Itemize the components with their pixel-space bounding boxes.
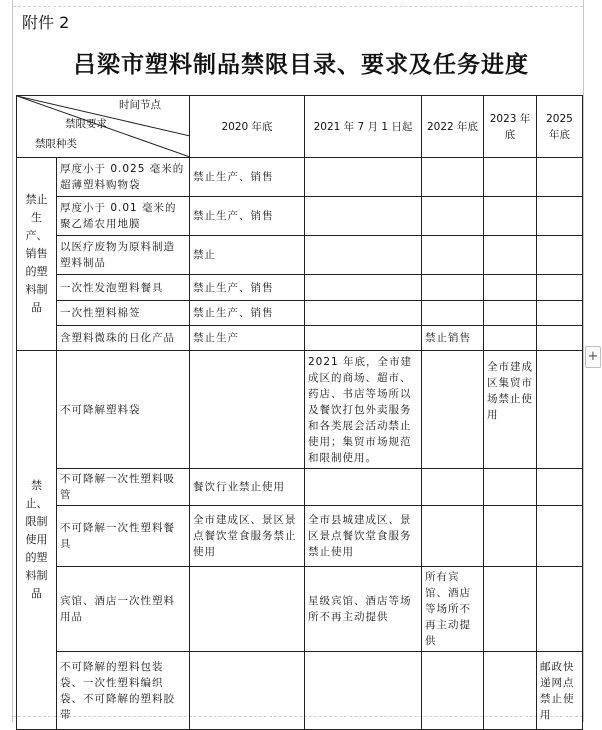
table-row <box>17 326 583 351</box>
cell-2025 <box>537 506 583 567</box>
col-header-2023: 2023 年底 <box>484 96 537 158</box>
cell-2022 <box>422 301 484 326</box>
cell-2020: 禁止生产、销售 <box>190 158 305 197</box>
item-cell: 一次性塑料棉签 <box>57 301 190 326</box>
header-row <box>17 96 583 158</box>
table-row <box>17 236 583 275</box>
diagonal-header-cell <box>17 96 190 158</box>
table-row <box>17 351 583 469</box>
table-row <box>17 506 583 567</box>
cell-2021: 2021 年底，全市建成区的商场、超市、药店、书店等场所以及餐饮打包外卖服务和各类展会活动禁止使用；集贸市场规范和限制使用。 <box>305 351 422 469</box>
item-cell: 含塑料微珠的日化产品 <box>57 326 190 351</box>
attachment-label: 附件 2 <box>22 13 70 32</box>
cell-2023 <box>484 506 537 567</box>
cell-2025 <box>537 351 583 469</box>
cell-2020 <box>190 652 305 730</box>
item-cell: 不可降解一次性塑料餐具 <box>57 506 190 567</box>
col-header-2021: 2021 年 7 月 1 日起 <box>305 96 422 158</box>
cell-2020: 餐饮行业禁止使用 <box>190 469 305 506</box>
cell-2025 <box>537 197 583 236</box>
table-row <box>17 469 583 506</box>
item-cell: 厚度小于 0.01 毫米的聚乙烯农用地膜 <box>57 197 190 236</box>
table-row <box>17 197 583 236</box>
item-cell: 厚度小于 0.025 毫米的超薄塑料购物袋 <box>57 158 190 197</box>
add-column-handle[interactable]: + <box>585 346 601 368</box>
cell-2025 <box>537 567 583 652</box>
cell-2022 <box>422 236 484 275</box>
cell-2025 <box>537 301 583 326</box>
cell-2022: 所有宾馆、酒店等场所不再主动提供 <box>422 567 484 652</box>
cell-2021 <box>305 236 422 275</box>
item-cell: 不可降解的塑料包装袋、一次性塑料编织袋、不可降解的塑料胶带 <box>57 652 190 730</box>
cell-2025 <box>537 158 583 197</box>
cell-2025 <box>537 275 583 301</box>
cell-2023 <box>484 197 537 236</box>
cell-2020: 全市建成区、景区景点餐饮堂食服务禁止使用 <box>190 506 305 567</box>
cell-2020 <box>190 351 305 469</box>
cell-2021 <box>305 158 422 197</box>
restriction-table <box>16 95 583 730</box>
diag-label-time: 时间节点 <box>119 99 161 111</box>
diag-label-kind: 禁限种类 <box>35 138 77 150</box>
cell-2022 <box>422 158 484 197</box>
item-cell: 以医疗废物为原料制造塑料制品 <box>57 236 190 275</box>
cell-2023 <box>484 236 537 275</box>
document-title: 吕梁市塑料制品禁限目录、要求及任务进度 <box>73 51 529 78</box>
item-cell: 宾馆、酒店一次性塑料用品 <box>57 567 190 652</box>
category-ban-restrict-use: 禁止、限制使用的塑料制品 <box>17 351 57 730</box>
cell-2023 <box>484 469 537 506</box>
cell-2022 <box>422 197 484 236</box>
cell-2022: 禁止销售 <box>422 326 484 351</box>
cell-2021: 全市县城建成区、景区景点餐饮堂食服务禁止使用 <box>305 506 422 567</box>
diag-label-requirement: 禁限要求 <box>65 118 107 130</box>
cell-2020: 禁止 <box>190 236 305 275</box>
cell-2020: 禁止生产、销售 <box>190 275 305 301</box>
item-cell: 不可降解一次性塑料吸管 <box>57 469 190 506</box>
cell-2023 <box>484 567 537 652</box>
item-cell: 一次性发泡塑料餐具 <box>57 275 190 301</box>
cell-2021 <box>305 326 422 351</box>
cell-2021 <box>305 469 422 506</box>
cell-2021: 星级宾馆、酒店等场所不再主动提供 <box>305 567 422 652</box>
cell-2023 <box>484 158 537 197</box>
top-margin-guide <box>13 6 583 7</box>
table-row <box>17 275 583 301</box>
cell-2022 <box>422 351 484 469</box>
cell-2025 <box>537 469 583 506</box>
cell-2020 <box>190 567 305 652</box>
cell-2022 <box>422 506 484 567</box>
table-row <box>17 301 583 326</box>
item-cell: 不可降解塑料袋 <box>57 351 190 469</box>
col-header-2020: 2020 年底 <box>190 96 305 158</box>
cell-2023 <box>484 275 537 301</box>
category-ban-production-sale: 禁止生产、销售的塑料制品 <box>17 158 57 351</box>
cell-2021 <box>305 652 422 730</box>
cell-2025 <box>537 326 583 351</box>
cell-2023 <box>484 652 537 730</box>
cell-2021 <box>305 275 422 301</box>
cell-2021 <box>305 301 422 326</box>
cell-2023 <box>484 326 537 351</box>
cell-2020: 禁止生产、销售 <box>190 301 305 326</box>
cell-2025: 邮政快递网点禁止使用 <box>537 652 583 730</box>
cell-2023: 全市建成区集贸市场禁止使用 <box>484 351 537 469</box>
cell-2020: 禁止生产、销售 <box>190 197 305 236</box>
col-header-2022: 2022 年底 <box>422 96 484 158</box>
table-row <box>17 567 583 652</box>
cell-2025 <box>537 236 583 275</box>
cell-2021 <box>305 197 422 236</box>
cell-2023 <box>484 301 537 326</box>
cell-2022 <box>422 652 484 730</box>
cell-2020: 禁止生产 <box>190 326 305 351</box>
table-row <box>17 652 583 730</box>
cell-2022 <box>422 469 484 506</box>
table-row <box>17 158 583 197</box>
col-header-2025: 2025 年底 <box>537 96 583 158</box>
cell-2022 <box>422 275 484 301</box>
